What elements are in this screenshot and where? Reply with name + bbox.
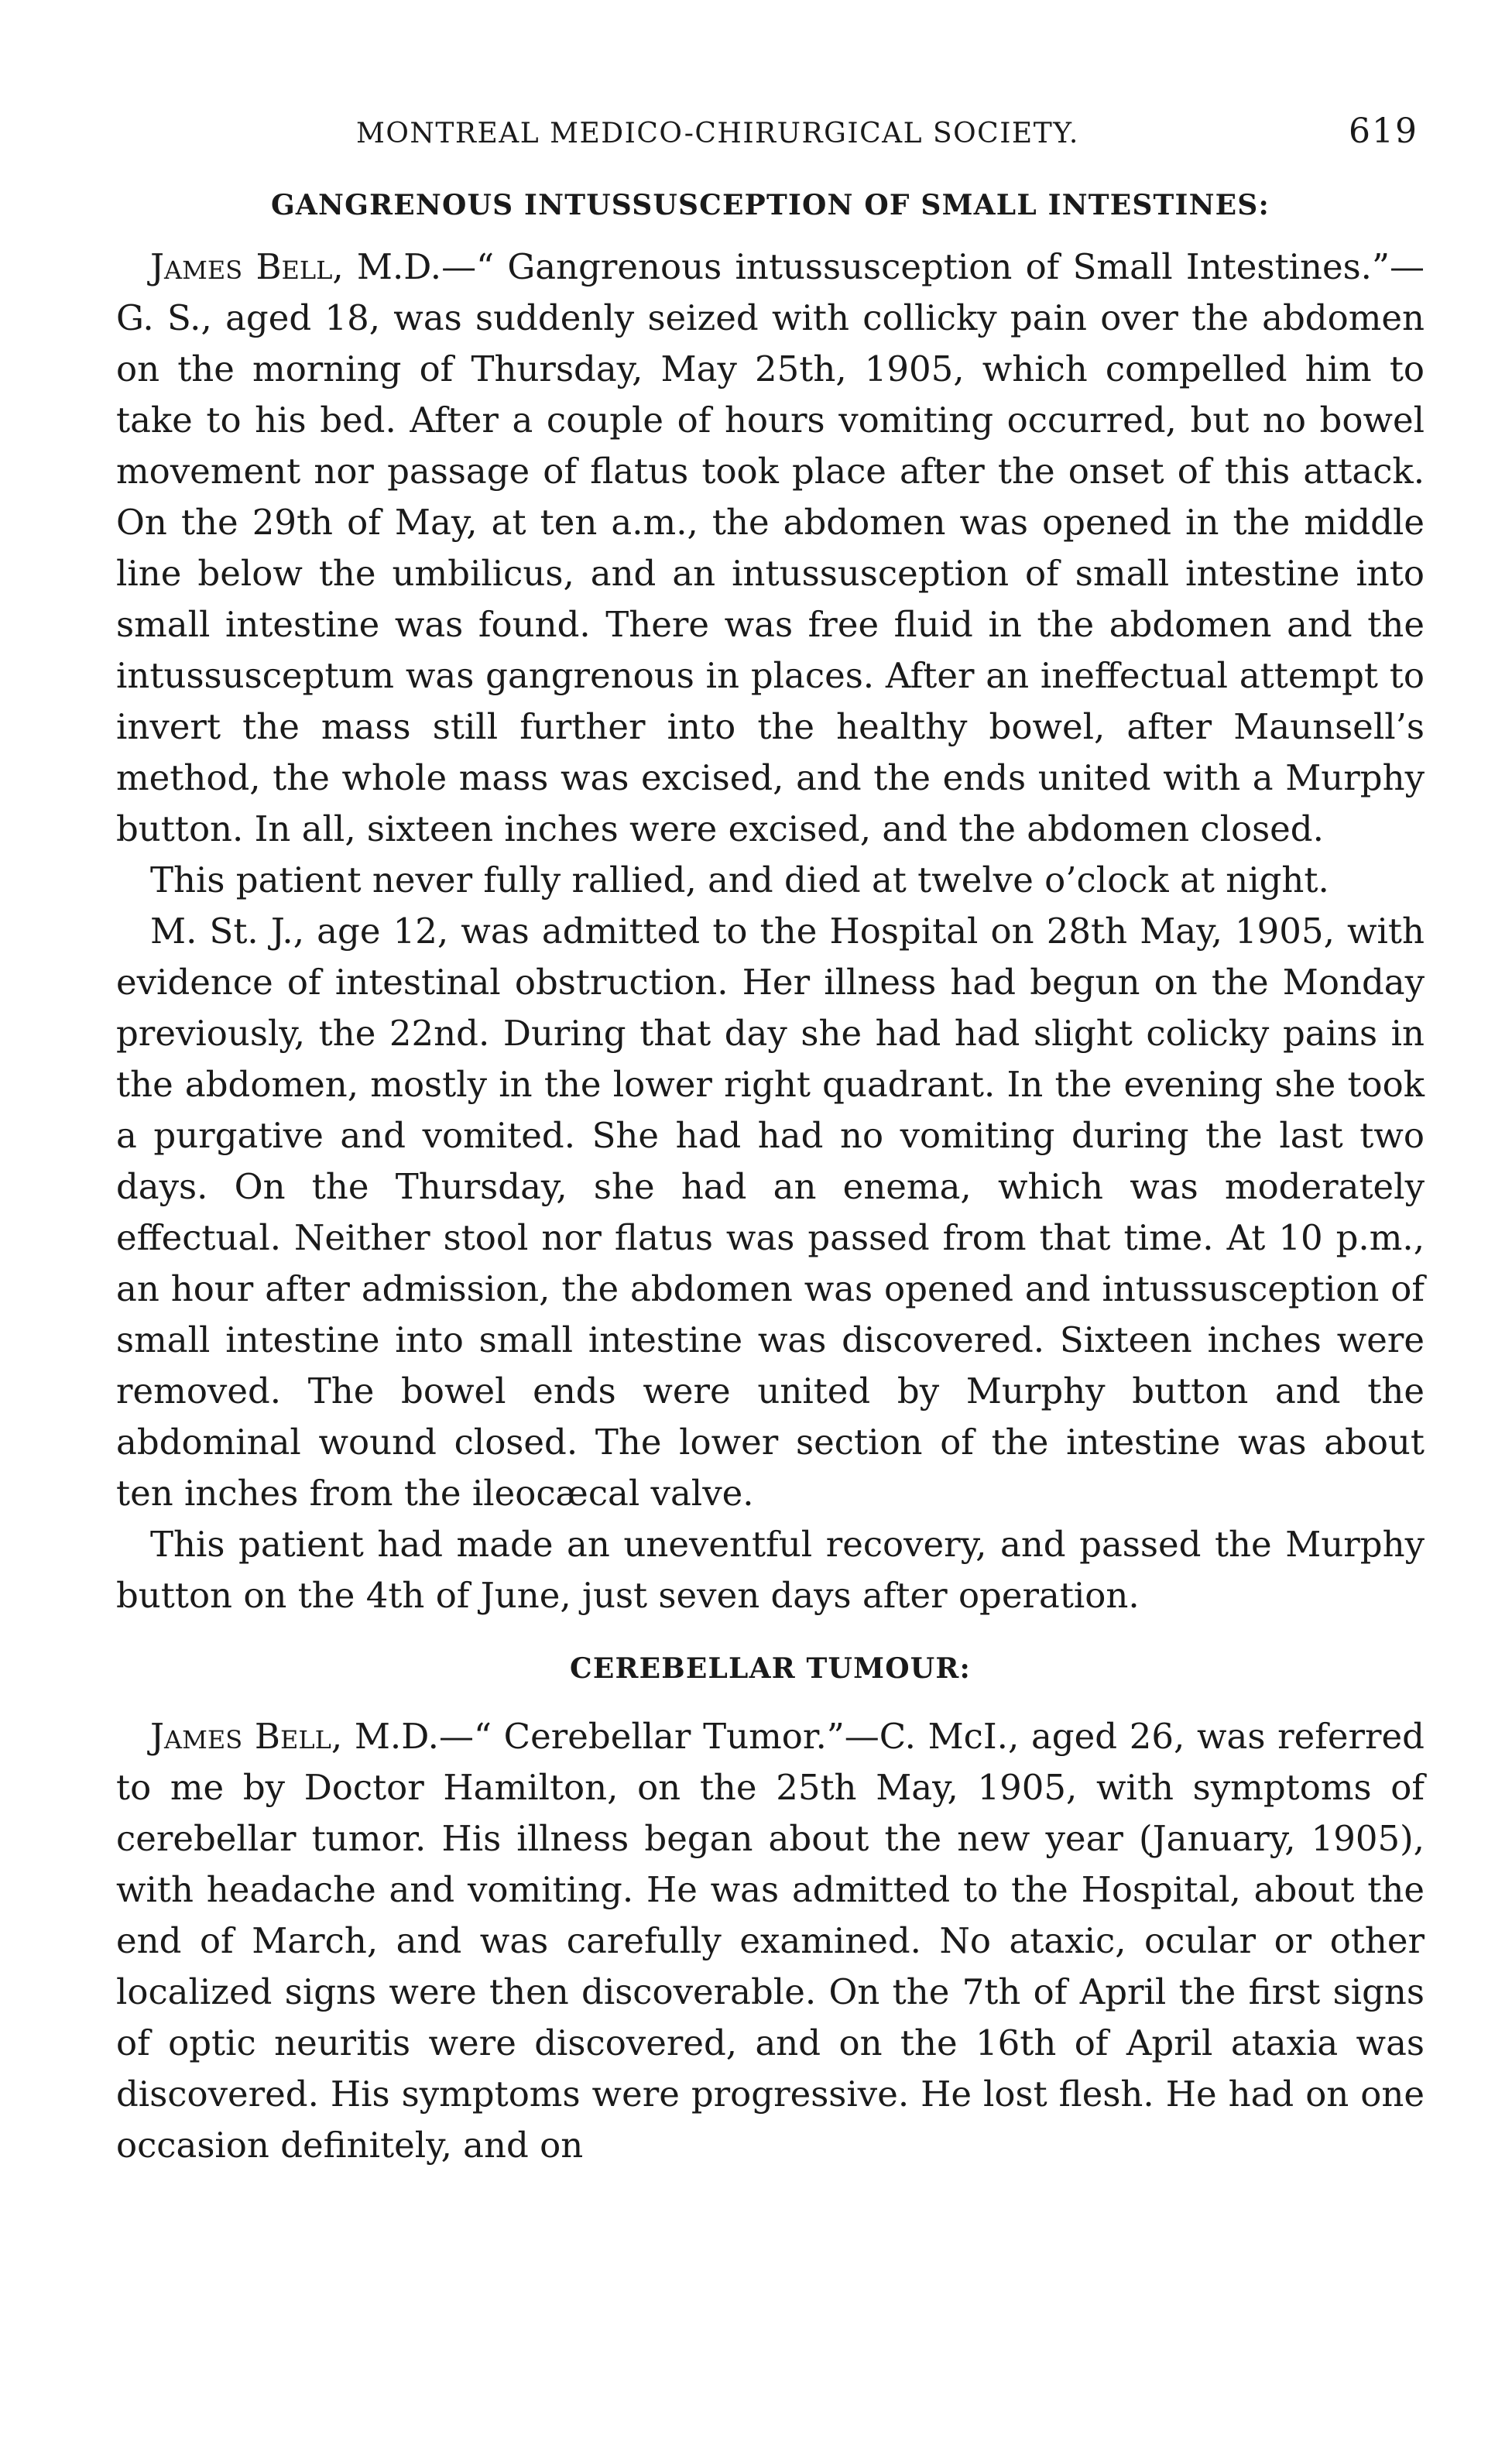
section-heading-cerebellar-tumour: CEREBELLAR TUMOUR: [570,1652,971,1685]
paragraph-patient-outcome-1: This patient never fully rallied, and died at twelve o’clock at night. [150,859,1329,900]
paragraph-text: , M.D.—“ Gangrenous intussusception of Small Intestines.”—G. S., aged 18, was suddenly seized with collicky pain over the abdomen on the morning of Thursday, May 25th, 1905, which compelled him to take to his bed. After a couple of hours vomiting occurred, but no bowel movement nor passage of flatus took place after the onset of this attack. On the 29th of May, at ten a.m., the abdomen was opened in the middle line below the umbilicus, and an intussusception of small intestine into small intestine was found. There was free fluid in the abdomen and the intussusceptum was gangrenous in places. After an ineffectual attempt to invert the mass still further into the healthy bowel, after Maunsell’s method, the whole mass was excised, and the ends united with a Murphy button. In all, sixteen inches were excised, and the abdomen closed. [116,246,1425,849]
paragraph-intussusception-case-1 [116,242,1425,855]
page-number: 619 [1349,111,1418,151]
author-name: James Bell [150,246,333,287]
paragraph-intussusception-case-2: M. St. J., age 12, was admitted to the Hospital on 28th May, 1905, with evidence of intestinal obstruction. Her illness had begun on the Monday previously, the 22nd. During that day she had had slight colicky pains in the abdomen, mostly in the lower right quadrant. In the evening she took a purgative and vomited. She had had no vomiting during the last two days. On the Thursday, she had an enema, which was moderately effectual. Neither stool nor flatus was passed from that time. At 10 p.m., an hour after admission, the abdomen was opened and intussusception of small intestine into small intestine was discovered. Sixteen inches were removed. The bowel ends were united by Murphy button and the abdominal wound closed. The lower section of the intestine was about ten inches from the ileocæcal valve. [116,911,1425,1514]
running-head-title: MONTREAL MEDICO-CHIRURGICAL SOCIETY. [356,118,1079,149]
paragraph-text: , M.D.—“ Cerebellar Tumor.”—C. McI., aged 26, was referred to me by Doctor Hamilton, on the 25th May, 1905, with symptoms of cerebellar tumor. His illness began about the new year (January, 1905), with headache and vomiting. He was admitted to the Hospital, about the end of March, and was carefully examined. No ataxic, ocular or other localized signs were then discoverable. On the 7th of April the first signs of optic neuritis were discovered, and on the 16th of April ataxia was discovered. His symptoms were progressive. He lost flesh. He had on one occasion definitely, and on [116,1716,1425,2166]
paragraph-patient-outcome-2: This patient had made an uneventful recovery, and passed the Murphy button on the 4th of June, just seven days after operation. [116,1524,1425,1616]
paragraph-cerebellar-tumour-case [116,1711,1425,2171]
author-name: James Bell [150,1716,331,1757]
section-heading-intussusception: GANGRENOUS INTUSSUSCEPTION OF SMALL INTESTINES: [270,189,1270,221]
page [116,108,1425,2171]
running-head [116,108,1425,170]
